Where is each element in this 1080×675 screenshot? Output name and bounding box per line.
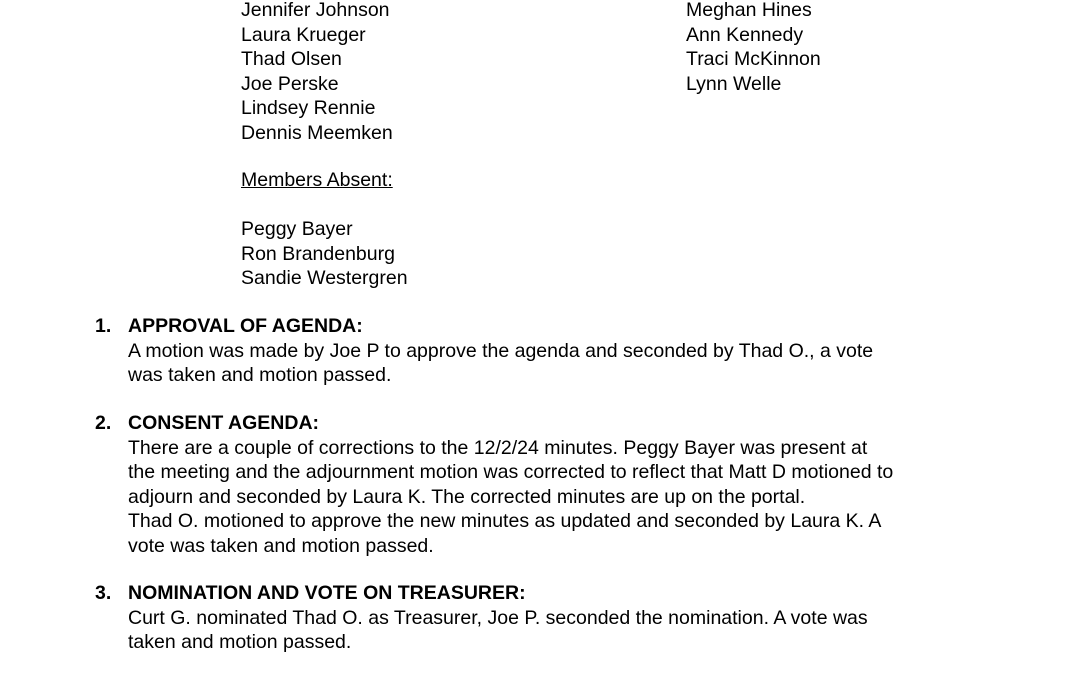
section-number: 3.: [95, 582, 112, 604]
section-title: APPROVAL OF AGENDA:: [128, 315, 363, 337]
body-line: Curt G. nominated Thad O. as Treasurer, Joe P. seconded the nomination. A vote was: [128, 606, 868, 629]
section-number: 2.: [95, 412, 112, 434]
member-name: Dennis Meemken: [241, 121, 393, 144]
member-name: Laura Krueger: [241, 23, 366, 46]
members-absent-list: [241, 217, 408, 291]
absent-member-name: Ron Brandenburg: [241, 242, 395, 265]
member-name: Lindsey Rennie: [241, 97, 376, 119]
absent-member-name: Sandie Westergren: [241, 267, 408, 289]
member-name: Joe Perske: [241, 72, 339, 95]
member-name: Thad Olsen: [241, 48, 342, 70]
absent-member-name: Peggy Bayer: [241, 218, 353, 240]
body-line: Thad O. motioned to approve the new minutes as updated and seconded by Laura K. A: [128, 510, 882, 532]
body-line: vote was taken and motion passed.: [128, 534, 434, 557]
section-number: 1.: [95, 315, 112, 337]
member-name: Traci McKinnon: [686, 48, 821, 70]
section-title: CONSENT AGENDA:: [128, 412, 320, 434]
member-name: Lynn Welle: [686, 72, 782, 95]
members-present-left-column: [241, 0, 393, 145]
members-present-right-column: [686, 0, 821, 96]
members-absent-heading: Members Absent:: [241, 169, 393, 191]
body-line: A motion was made by Joe P to approve the agenda and seconded by Thad O., a vote: [128, 339, 874, 362]
member-name: Jennifer Johnson: [241, 0, 390, 21]
member-name: Meghan Hines: [686, 0, 812, 21]
body-line: was taken and motion passed.: [128, 364, 392, 386]
section-body: [128, 436, 958, 559]
body-line: the meeting and the adjournment motion was corrected to reflect that Matt D motioned to: [128, 461, 894, 483]
body-line: taken and motion passed.: [128, 631, 352, 653]
section-title: NOMINATION AND VOTE ON TREASURER:: [128, 582, 526, 604]
section-body: [128, 339, 958, 388]
member-name: Ann Kennedy: [686, 23, 804, 46]
section-body: [128, 606, 958, 655]
body-line: adjourn and seconded by Laura K. The corrected minutes are up on the portal.: [128, 485, 806, 508]
body-line: There are a couple of corrections to the 12/2/24 minutes. Peggy Bayer was present at: [128, 436, 868, 459]
